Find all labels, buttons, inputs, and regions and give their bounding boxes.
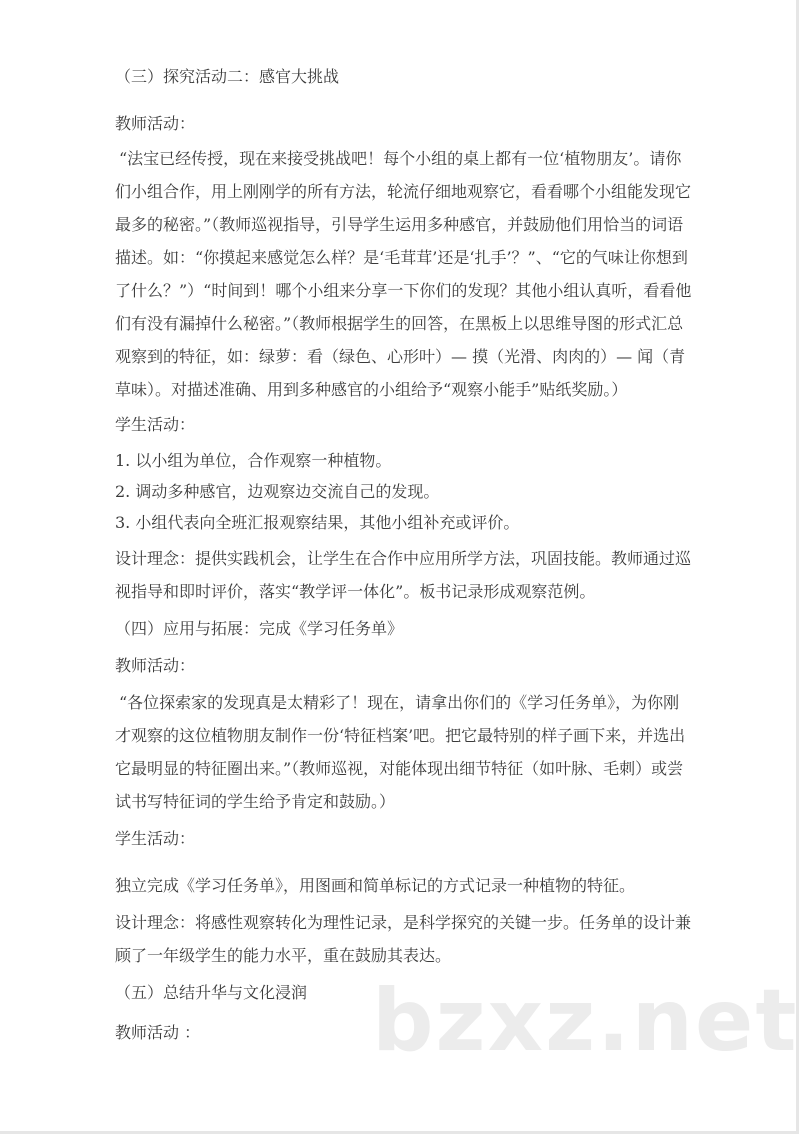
teacher-activity-label: 教师活动： (115, 114, 196, 133)
section-heading-3: （三）探究活动二：感官大挑战 (115, 67, 340, 86)
document-body (115, 60, 692, 1049)
teacher-activity-label: 教师活动： (115, 656, 196, 675)
student-activity-label: 学生活动： (115, 415, 196, 434)
teacher-activity-text: “各位探索家的发现真是太精彩了！现在，请拿出你们的《学习任务单》，为你刚才观察的这位植物朋友制作一份‘特征档案’吧。把它最特别的样子画下来，并选出它最明显的特征圈出来。”（教师巡视，对能体现出细节特征（如叶脉、毛刺）或尝试书写特征词的学生给予肯定和鼓励。） (115, 693, 686, 811)
student-activity-item: 2. 调动多种感官，边观察边交流自己的发现。 (115, 482, 440, 501)
section-heading-4: （四）应用与拓展：完成《学习任务单》 (115, 619, 404, 638)
section-heading-5: （五）总结升华与文化浸润 (115, 983, 308, 1002)
watermark: bzxz.net (372, 971, 799, 1071)
teacher-activity-label: 教师活动 ： (115, 1023, 201, 1042)
student-activity-label: 学生活动： (115, 829, 196, 848)
teacher-activity-text: “法宝已经传授，现在来接受挑战吧！每个小组的桌上都有一位‘植物朋友’。请你们小组合作，用上刚刚学的所有方法，轮流仔细地观察它，看看哪个小组能发现它最多的秘密。”（教师巡视指导，引导学生运用多种感官，并鼓励他们用恰当的词语描述。如：“你摸起来感觉怎么样？是‘毛茸茸’还是‘扎手’？”、“它的气味让你想到了什么？”）“时间到！哪个小组来分享一下你们的发现？其他小组认真听，看看他们有没有漏掉什么秘密。”（教师根据学生的回答，在黑板上以思维导图的形式汇总观察到的特征，如：绿萝：看（绿色、心形叶）— 摸（光滑、肉肉的）— 闻（青草味）。对描述准确、用到多种感官的小组给予“观察小能手”贴纸奖励。） (115, 149, 692, 399)
student-activity-item: 3. 小组代表向全班汇报观察结果，其他小组补充或评价。 (115, 513, 520, 532)
design-rationale: 设计理念：将感性观察转化为理性记录，是科学探究的关键一步。任务单的设计兼顾了一年级学生的能力水平，重在鼓励其表达。 (115, 913, 692, 965)
student-activity-text: 独立完成《学习任务单》，用图画和简单标记的方式记录一种植物的特征。 (115, 876, 636, 895)
student-activity-item: 1. 以小组为单位，合作观察一种植物。 (115, 451, 392, 470)
design-rationale: 设计理念：提供实践机会，让学生在合作中应用所学方法，巩固技能。教师通过巡视指导和即时评价，落实“教学评一体化”。板书记录形成观察范例。 (115, 549, 692, 601)
